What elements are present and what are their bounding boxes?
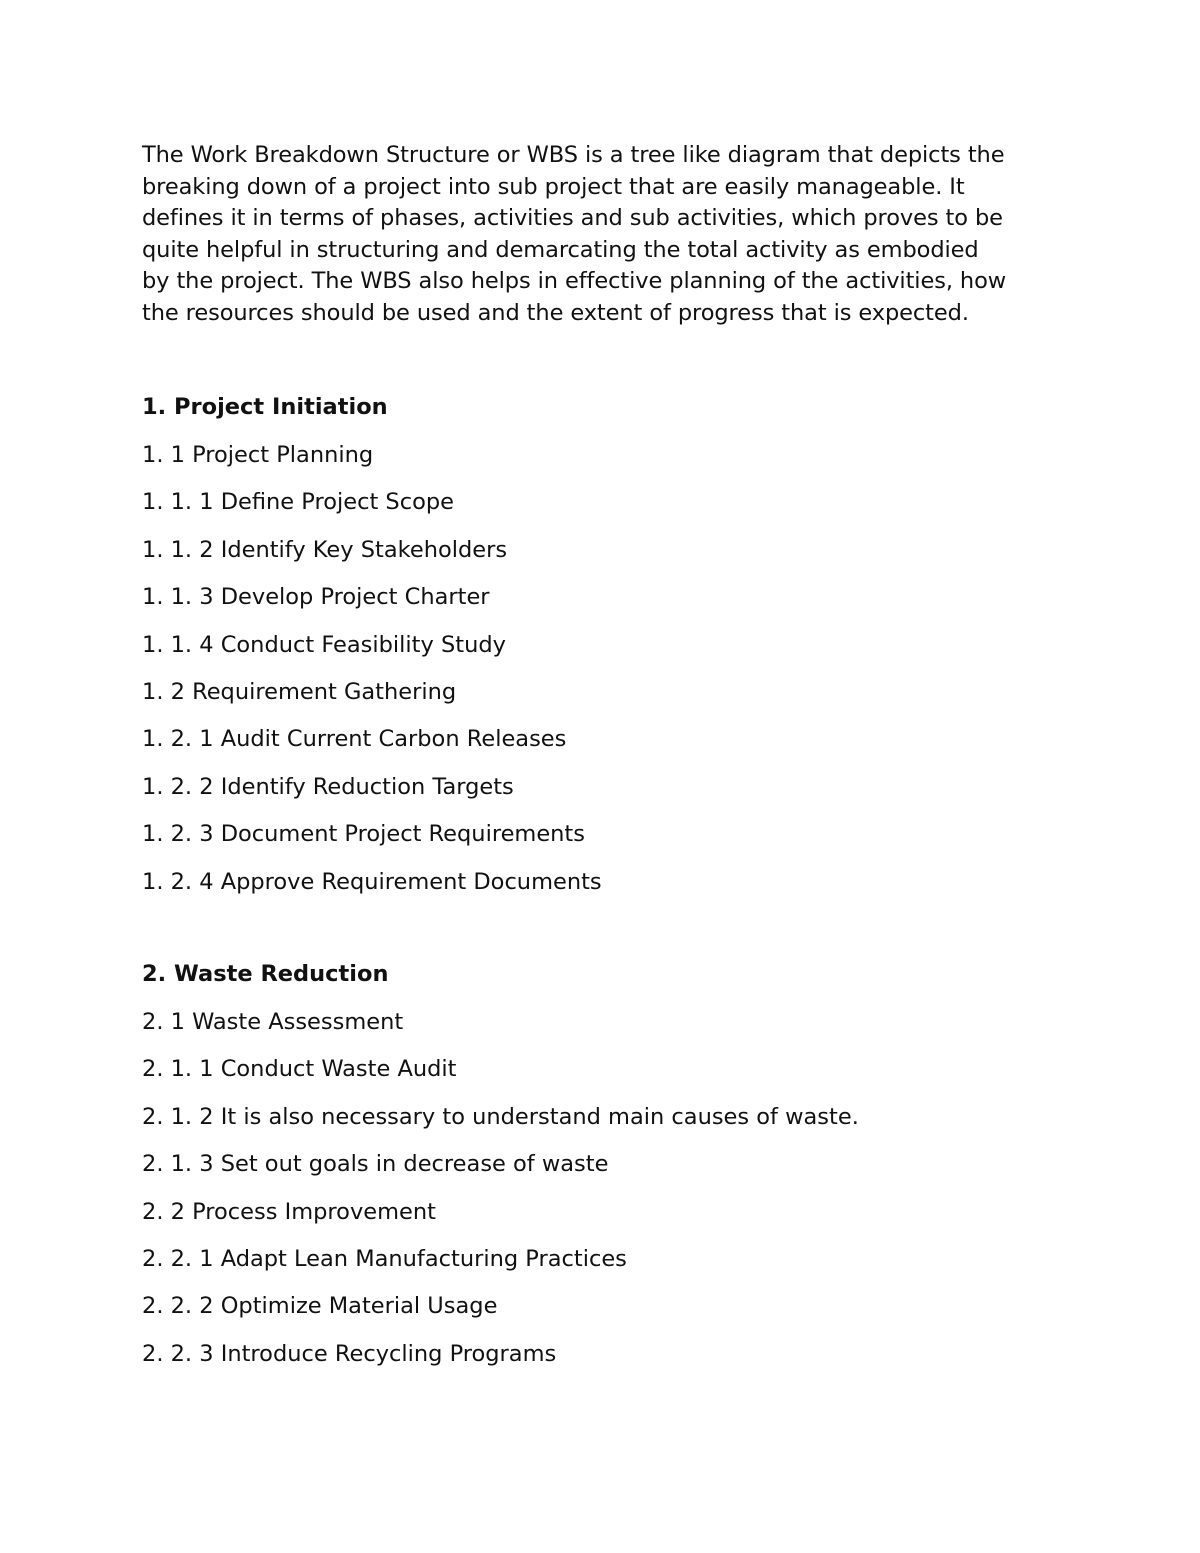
wbs-item: 1. 1 Project Planning — [142, 442, 374, 468]
wbs-item: 2. 1. 1 Conduct Waste Audit — [142, 1056, 457, 1083]
wbs-item: 2. 1. 3 Set out goals in decrease of waste — [142, 1151, 609, 1178]
wbs-item: 1. 1. 3 Develop Project Charter — [142, 584, 490, 611]
wbs-item: 2. 2. 1 Adapt Lean Manufacturing Practices — [142, 1245, 627, 1272]
wbs-item: 1. 1. 1 Define Project Scope — [142, 489, 454, 516]
intro-paragraph — [142, 140, 1072, 329]
wbs-item: 1. 1. 2 Identify Key Stakeholders — [142, 536, 508, 563]
wbs-item: 2. 2 Process Improvement — [142, 1198, 436, 1225]
section-title: 2. Waste Reduction — [142, 961, 389, 987]
section-title: 1. Project Initiation — [142, 394, 388, 420]
wbs-item: 2. 1. 2 It is also necessary to understand main causes of waste. — [142, 1103, 859, 1130]
section-project-initiation — [142, 392, 602, 914]
wbs-item: 2. 1 Waste Assessment — [142, 1009, 404, 1035]
wbs-item: 1. 2. 1 Audit Current Carbon Releases — [142, 726, 567, 753]
intro-line: quite helpful in structuring and demarcating the total activity as embodied — [142, 236, 979, 263]
wbs-item: 2. 2. 3 Introduce Recycling Programs — [142, 1340, 557, 1367]
intro-line: breaking down of a project into sub project that are easily manageable. It — [142, 173, 965, 200]
intro-line: the resources should be used and the extent of progress that is expected. — [142, 299, 969, 326]
intro-line: The Work Breakdown Structure or WBS is a tree like diagram that depicts the — [142, 142, 1005, 168]
wbs-item: 2. 2. 2 Optimize Material Usage — [142, 1293, 498, 1320]
intro-line: defines it in terms of phases, activities and sub activities, which proves to be — [142, 205, 1003, 231]
wbs-item: 1. 1. 4 Conduct Feasibility Study — [142, 631, 506, 658]
wbs-item: 1. 2. 2 Identify Reduction Targets — [142, 773, 514, 800]
wbs-item: 1. 2 Requirement Gathering — [142, 678, 457, 705]
document-page — [142, 140, 1072, 1367]
section-waste-reduction — [142, 959, 859, 1386]
wbs-item: 1. 2. 4 Approve Requirement Documents — [142, 868, 602, 895]
wbs-item: 1. 2. 3 Document Project Requirements — [142, 821, 585, 848]
intro-line: by the project. The WBS also helps in effective planning of the activities, how — [142, 268, 1007, 294]
